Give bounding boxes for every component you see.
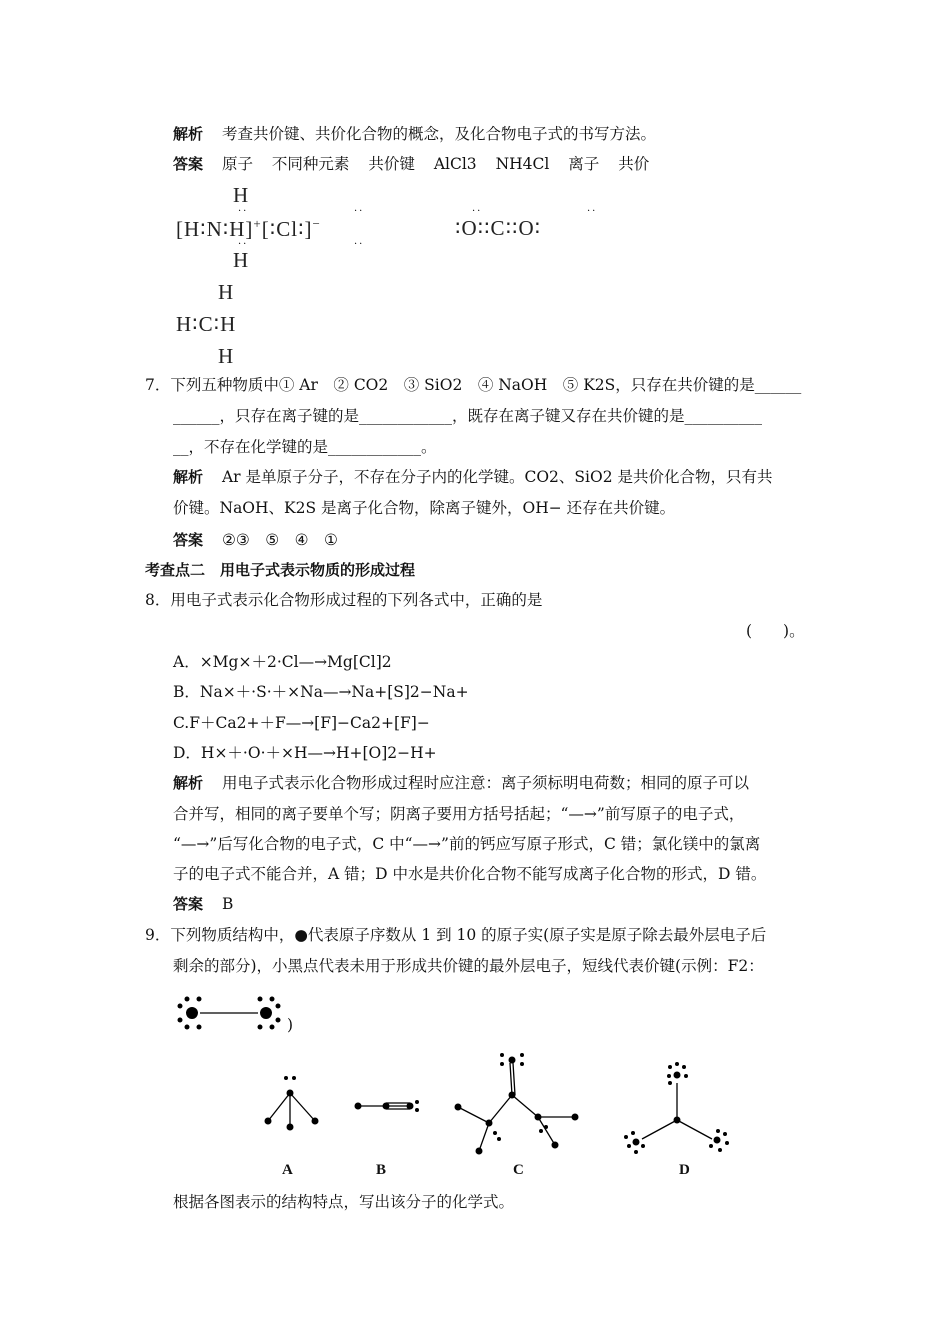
q7-analysis [173,467,773,487]
q8-analysis [173,773,749,793]
diagram-label-b: B [376,1162,387,1178]
q9-stem-line1: 9．下列物质结构中，●代表原子序数从 1 到 10 的原子实(原子实是原子除去最外层电子后 [145,926,767,944]
q8-option-b: B．Na×＋·S·＋×Na—→Na+[S]2−Na+ [173,683,469,701]
q6-answer [173,154,649,174]
q8-analysis-text: 子的电子式不能合并，A 错；D 中水是共价化合物不能写成离子化合物的形式，D 错。 [173,865,767,883]
q8-answer-bracket: ( )。 [746,622,805,640]
q8-stem: 8．用电子式表示化合物形成过程的下列各式中，正确的是 [145,591,543,609]
q7-stem-line3: __，不存在化学键的是____________。 [173,438,437,456]
q8-analysis-text: “—→”后写化合物的电子式，C 中“—→”前的钙应写原子形式，C 错；氯化镁中的氯离 [173,835,761,853]
q8-analysis-label: 解析 [173,774,204,792]
q7-stem-line1: 7．下列五种物质中① Ar ② CO2 ③ SiO2 ④ NaOH ⑤ K2S，只存在共价键的是______ [145,376,802,394]
q7-stem-line2: ______，只存在离子键的是____________，既存在离子键又存在共价键的是__________ [173,407,763,425]
q7-analysis-label: 解析 [173,468,204,486]
q9-closing: 根据各图表示的结构特点，写出该分子的化学式。 [173,1193,515,1211]
q8-answer-text: B [221,895,234,913]
structure-diagrams [250,1045,750,1175]
electron-formula-ch4: H H∶C∶H H [176,280,237,368]
q6-answer-item: 共价键 [368,155,415,173]
q9-stem-line2: 剩余的部分)，小黑点代表未用于形成共价键的最外层电子，短线代表价键(示例：F2： [173,957,764,975]
q6-answer-item: NH4Cl [495,155,550,173]
electron-formula-nh4cl-co2: H [H∶N∶H]+[∶Cl∶]− H ·· ·· ·· ·· ∶O∶∶C∶∶O∶ ·· ·· [176,183,598,272]
q8-analysis-text: 合并写，相同的离子要单个写；阴离子要用方括号括起；“—→”前写原子的电子式， [173,805,745,823]
diagram-label-c: C [513,1162,524,1178]
q6-answer-item: 原子 [221,155,253,173]
q6-analysis [173,124,656,144]
q6-answer-item: 离子 [568,155,600,173]
q6-analysis-label: 解析 [173,125,204,143]
q8-option-c: C.F＋Ca2+＋F—→[F]−Ca2+[F]− [173,714,430,732]
f2-example-diagram [170,990,300,1035]
q7-answer-label: 答案 [173,531,204,549]
q6-analysis-text: 考查共价键、共价化合物的概念，及化合物电子式的书写方法。 [221,125,656,143]
q7-answer [173,530,338,550]
q7-analysis-text: 价键。NaOH、K2S 是离子化合物，除离子键外，OH− 还存在共价键。 [173,499,676,517]
q8-answer-label: 答案 [173,895,204,913]
q6-answer-item: AlCl3 [433,155,477,173]
q7-analysis-text: Ar 是单原子分子，不存在分子内的化学键。CO2、SiO2 是共价化合物，只有共 [221,468,773,486]
f2-close-paren: ) [287,1016,294,1034]
diagram-label-d: D [679,1162,690,1178]
q6-answer-label: 答案 [173,155,204,173]
q6-answer-item: 共价 [618,155,650,173]
q8-analysis-text: 用电子式表示化合物形成过程时应注意：离子须标明电荷数；相同的原子可以 [221,774,749,792]
q8-option-d: D．H×＋·O·＋×H—→H+[O]2−H+ [173,744,437,762]
q8-option-a: A．×Mg×＋2·Cl—→Mg[Cl]2 [173,653,392,671]
q7-answer-text: ②③ ⑤ ④ ① [221,531,338,549]
q8-answer [173,894,233,914]
section-title: 考查点二 用电子式表示物质的形成过程 [145,561,416,579]
diagram-label-a: A [282,1162,293,1178]
q6-answer-item: 不同种元素 [271,155,350,173]
